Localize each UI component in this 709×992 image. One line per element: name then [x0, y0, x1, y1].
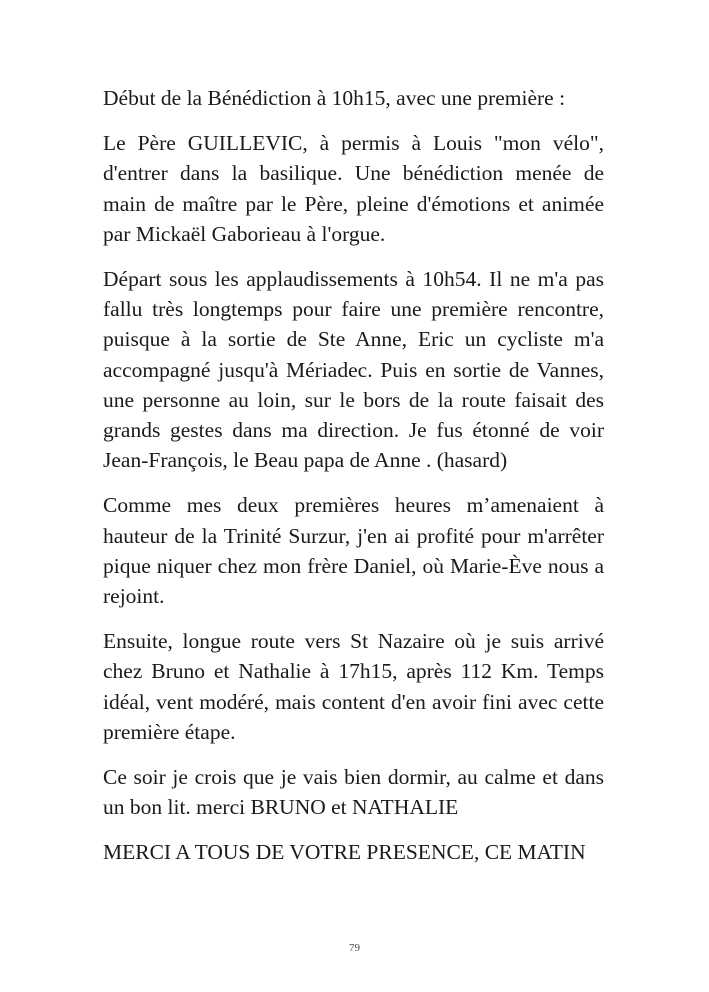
- paragraph-ce-soir: Ce soir je crois que je vais bien dormir, au calme et dans un bon lit. merci BRUNO et NATHALIE: [103, 765, 604, 820]
- paragraph-benediction-start: Début de la Bénédiction à 10h15, avec une première :: [103, 86, 566, 110]
- paragraph-depart: Départ sous les applaudissements à 10h54. Il ne m'a pas fallu très longtemps pour faire une première rencontre, puisque à la sortie de Ste Anne, Eric un cycliste m'a accompagné jusqu'à Mériadec. Puis en sortie de Vannes, une personne au loin, sur le bors de la route faisait des grands gestes dans ma direction. Je fus étonné de voir Jean-François, le Beau papa de Anne . (hasard): [103, 267, 604, 473]
- paragraph-merci: MERCI A TOUS DE VOTRE PRESENCE, CE MATIN: [103, 840, 586, 865]
- paragraph-st-nazaire: Ensuite, longue route vers St Nazaire où je suis arrivé chez Bruno et Nathalie à 17h15, après 112 Km. Temps idéal, vent modéré, mais content d'en avoir fini avec cette première étape.: [103, 629, 604, 744]
- page-body: [103, 83, 604, 868]
- paragraph-pere-guillevic: Le Père GUILLEVIC, à permis à Louis "mon vélo", d'entrer dans la basilique. Une bénédiction menée de main de maître par le Père, pleine d'émotions et animée par Mickaël Gaborieau à l'orgue.: [103, 131, 604, 246]
- page-number: 79: [349, 942, 360, 954]
- paragraph-trinite-surzur: Comme mes deux premières heures m’amenaient à hauteur de la Trinité Surzur, j'en ai profité pour m'arrêter pique niquer chez mon frère Daniel, où Marie-Ève nous a rejoint.: [103, 493, 604, 609]
